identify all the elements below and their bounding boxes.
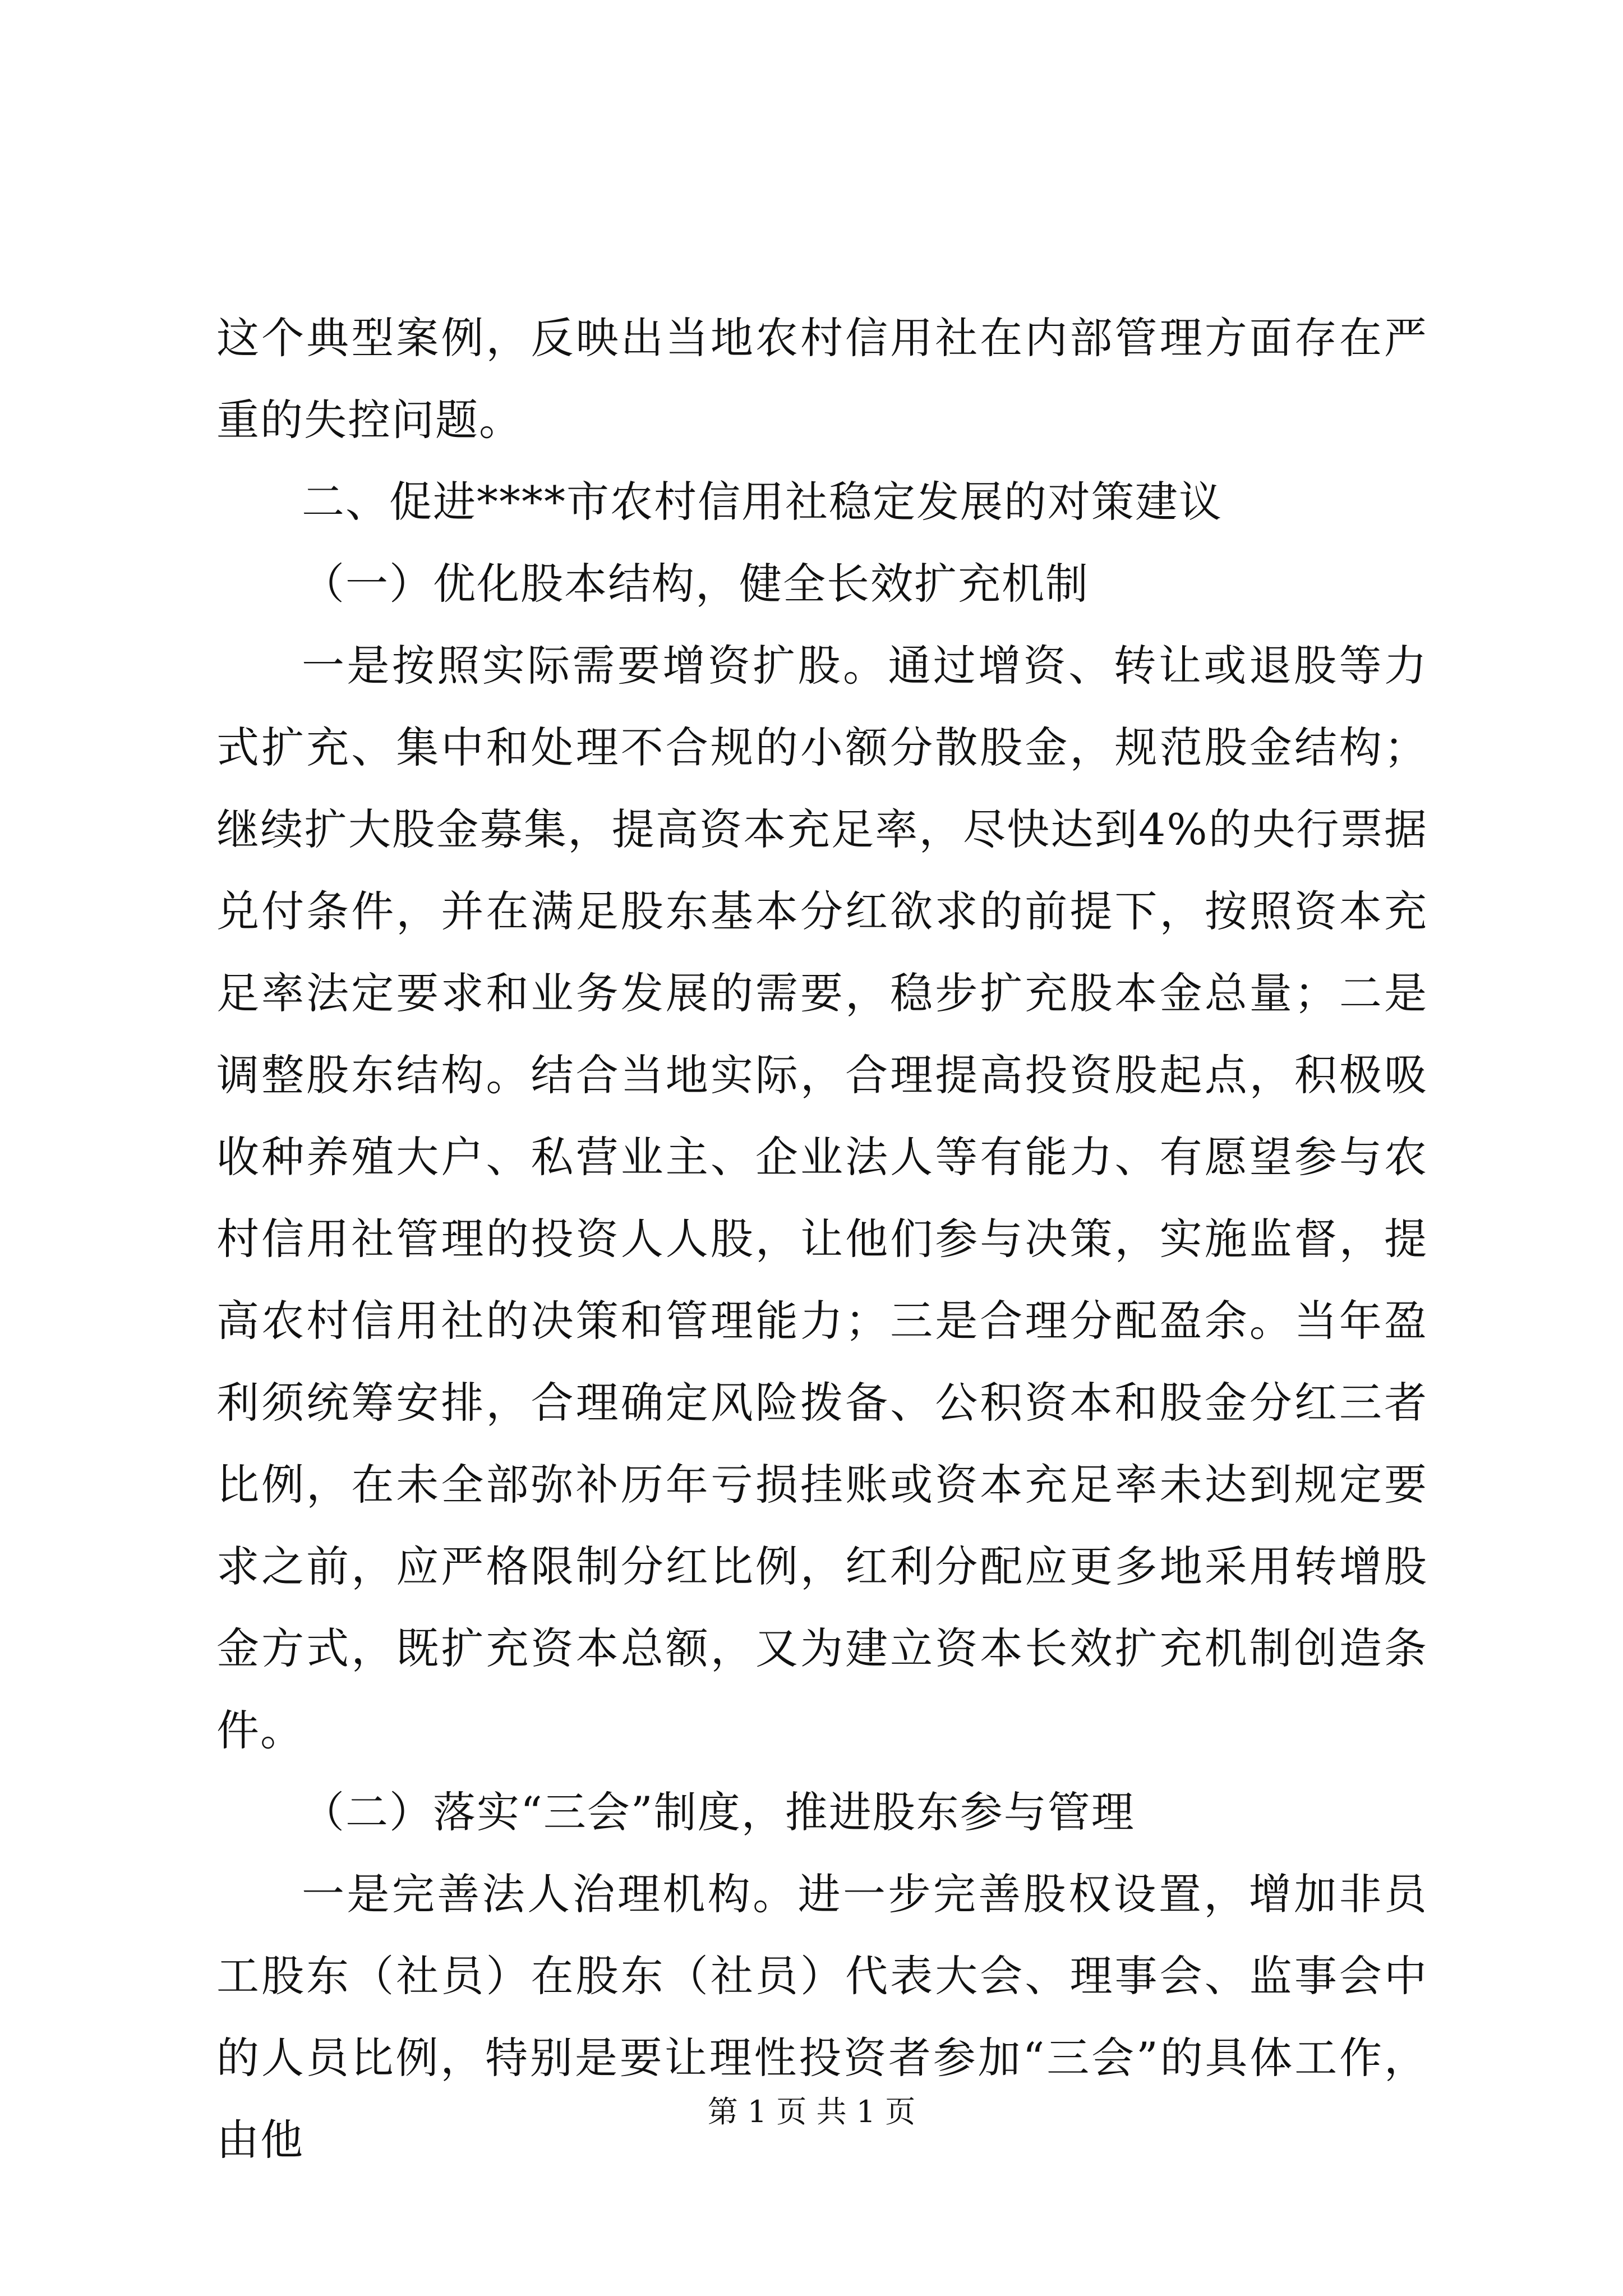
section-heading-2: 二、促进****市农村信用社稳定发展的对策建议: [302, 477, 1223, 527]
paragraph-equity-structure: 一是按照实际需要增资扩股。通过增资、转让或退股等力式扩充、集中和处理不合规的小额分散股金，规范股金结构；继续扩大股金募集，提高资本充足率，尽快达到4%的央行票据兑付条件，并在满足股东基本分红欲求的前提下，按照资本充足率法定要求和业务发展的需要，稳步扩充股本金总量；二是调整股东结构。结合当地实际，合理提高投资股起点，积极吸收种养殖大户、私营业主、企业法人等有能力、有愿望参与农村信用社管理的投资人人股，让他们参与决策，实施监督，提高农村信用社的决策和管理能力；三是合理分配盈余。当年盈利须统筹安排，合理确定风险拨备、公积资本和股金分红三者比例，在未全部弥补历年亏损挂账或资本充足率未达到规定要求之前，应严格限制分红比例，红利分配应更多地采用转增股金方式，既扩充资本总额，又为建立资本长效扩充机制创造条件。: [216, 641, 1428, 1755]
subsection-heading-2: （二）落实“三会”制度，推进股东参与管理: [302, 1787, 1135, 1837]
subsection-heading-1: （一）优化股本结构，健全长效扩充机制: [302, 559, 1089, 609]
paragraph-continuation: 这个典型案例，反映出当地农村信用社在内部管理方面存在严重的失控问题。: [216, 313, 1428, 445]
document-body: [216, 297, 1428, 2181]
page-footer: 第 1 页 共 1 页: [707, 2094, 916, 2129]
paragraph-governance: 一是完善法人治理机构。进一步完善股权设置，增加非员工股东（社员）在股东（社员）代表大会、理事会、监事会中的人员比例，特别是要让理性投资者参加“三会”的具体工作，由他: [216, 1869, 1428, 2165]
